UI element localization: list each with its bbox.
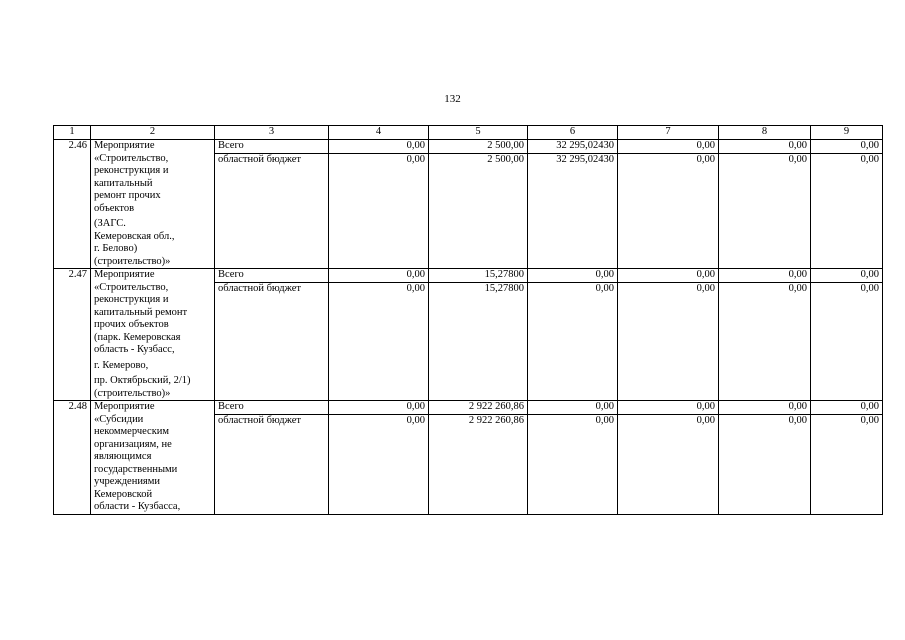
page-number: 132	[444, 93, 461, 105]
column-header: 7	[618, 126, 719, 140]
table-header-row	[54, 126, 883, 140]
column-header: 8	[719, 126, 811, 140]
amount-cell: 0,00	[528, 282, 618, 401]
measure-name-line: капитальный	[94, 177, 153, 189]
amount-cell: 0,00	[719, 153, 811, 269]
measure-name-line: г. Белово)	[94, 243, 138, 254]
column-header: 9	[811, 126, 883, 140]
amount-cell: 0,00	[719, 282, 811, 401]
funding-source: областной бюджет	[215, 414, 329, 514]
measure-name-line: являющимся	[94, 451, 152, 462]
amount-cell: 0,00	[329, 153, 429, 269]
measure-name-line: реконструкция и	[94, 165, 169, 176]
column-header: 3	[215, 126, 329, 140]
column-header: 6	[528, 126, 618, 140]
measure-name-line: г. Кемерово,	[94, 359, 149, 371]
measure-name-line: Мероприятие	[94, 401, 155, 412]
column-header: 1	[54, 126, 91, 140]
measure-name-line: пр. Октябрьский, 2/1)	[94, 375, 191, 386]
amount-cell: 0,00	[719, 401, 811, 415]
measure-name-line: Мероприятие	[94, 140, 155, 151]
amount-cell: 32 295,02430	[528, 140, 618, 154]
measure-name-line: Кемеровская обл.,	[94, 230, 175, 242]
funding-source: Всего	[215, 269, 329, 283]
funding-source: областной бюджет	[215, 282, 329, 401]
measure-name	[91, 269, 215, 401]
row-number: 2.48	[54, 401, 91, 515]
amount-cell: 0,00	[618, 153, 719, 269]
table-row	[54, 401, 883, 415]
amount-cell: 0,00	[618, 269, 719, 283]
measure-name-line: «Строительство,	[94, 281, 169, 293]
measure-name-line: реконструкция и	[94, 294, 169, 305]
funding-source: Всего	[215, 401, 329, 415]
amount-cell: 0,00	[618, 401, 719, 415]
amount-cell: 0,00	[618, 282, 719, 401]
amount-cell: 2 500,00	[429, 153, 528, 269]
measure-name-line: (строительство)»	[94, 255, 171, 267]
amount-cell: 0,00	[329, 282, 429, 401]
amount-cell: 0,00	[528, 269, 618, 283]
amount-cell: 2 922 260,86	[429, 414, 528, 514]
measure-name	[91, 401, 215, 515]
measure-name-line: (парк. Кемеровская	[94, 331, 181, 343]
amount-cell: 0,00	[719, 414, 811, 514]
amount-cell: 2 922 260,86	[429, 401, 528, 415]
amount-cell: 0,00	[329, 269, 429, 283]
measure-name-line: прочих объектов	[94, 319, 169, 330]
amount-cell: 0,00	[811, 269, 883, 283]
amount-cell: 0,00	[811, 282, 883, 401]
measure-name-line: области - Кузбасса,	[94, 501, 181, 512]
amount-cell: 0,00	[618, 414, 719, 514]
column-header: 4	[329, 126, 429, 140]
table-row	[54, 269, 883, 283]
measure-name-line: «Субсидии	[94, 413, 144, 425]
amount-cell: 0,00	[618, 140, 719, 154]
table-row	[54, 140, 883, 154]
column-header: 5	[429, 126, 528, 140]
measure-name-line: (строительство)»	[94, 387, 171, 399]
measure-name-line: ремонт прочих	[94, 190, 161, 201]
amount-cell: 0,00	[528, 401, 618, 415]
measure-name-line: некоммерческим	[94, 426, 170, 437]
measure-name-line: организациям, не	[94, 438, 172, 450]
amount-cell: 0,00	[811, 153, 883, 269]
measure-name-line: «Строительство,	[94, 152, 169, 164]
amount-cell: 2 500,00	[429, 140, 528, 154]
amount-cell: 0,00	[329, 140, 429, 154]
amount-cell: 0,00	[329, 414, 429, 514]
measure-name-line: капитальный ремонт	[94, 306, 188, 318]
amount-cell: 0,00	[719, 269, 811, 283]
amount-cell: 32 295,02430	[528, 153, 618, 269]
measure-name-line: Мероприятие	[94, 269, 155, 280]
row-number: 2.47	[54, 269, 91, 401]
measure-name-line: область - Кузбасс,	[94, 344, 175, 355]
budget-table	[53, 125, 883, 515]
amount-cell: 0,00	[811, 140, 883, 154]
amount-cell: 0,00	[719, 140, 811, 154]
funding-source: Всего	[215, 140, 329, 154]
measure-name-line: государственными	[94, 463, 178, 475]
measure-name-line: (ЗАГС.	[94, 218, 126, 229]
amount-cell: 0,00	[811, 401, 883, 415]
row-number: 2.46	[54, 140, 91, 269]
measure-name	[91, 140, 215, 269]
amount-cell: 15,27800	[429, 282, 528, 401]
amount-cell: 0,00	[811, 414, 883, 514]
amount-cell: 0,00	[528, 414, 618, 514]
amount-cell: 15,27800	[429, 269, 528, 283]
funding-source: областной бюджет	[215, 153, 329, 269]
amount-cell: 0,00	[329, 401, 429, 415]
column-header: 2	[91, 126, 215, 140]
measure-name-line: Кемеровской	[94, 488, 153, 500]
measure-name-line: объектов	[94, 202, 135, 214]
measure-name-line: учреждениями	[94, 476, 161, 487]
